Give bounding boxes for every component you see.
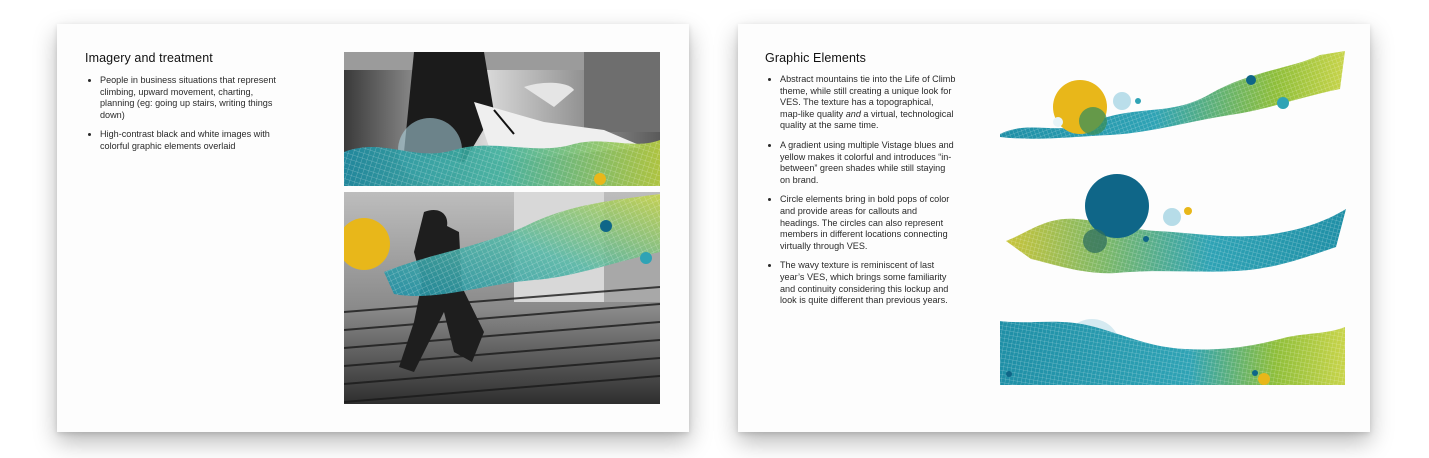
left-bullet-list [86,75,290,161]
right-bullet-4: • The wavy texture is reminiscent of last year’s VES, which brings some familiarity and continuity considering this lockup and look is quite different than previous years. [780,260,956,306]
left-bullet-2: • High-contrast black and white images with colorful graphic elements overlaid [100,129,290,152]
mesh-mountain-graphic-3 [1000,317,1345,387]
right-bullet-list [766,74,956,315]
left-bullet-1: • People in business situations that represent climbing, upward movement, charting, planning (eg: going up stairs, writing things down) [100,75,290,121]
right-bullet-2: • A gradient using multiple Vistage blues and yellow makes it colorful and introduces “in-between” green shades while still staying on brand. [780,140,956,186]
photo-business-writing [344,52,660,186]
photo-man-climbing-stairs [344,192,660,404]
right-bullet-3: • Circle elements bring in bold pops of color and provide areas for callouts and headings. The circles can also represent members in different locations connecting virtually through VES. [780,194,956,252]
right-page [738,24,1370,432]
left-page-heading: Imagery and treatment [85,51,213,65]
mesh-mountain-graphic-2 [1006,169,1346,299]
right-bullet-1-text-a: Abstract mountains tie into the Life of Climb theme, while still creating a unique look for VES. The texture has a topographical, map-like quality [780,74,956,119]
right-bullet-1-text-b: a virtual, technological quality at the same time. [780,108,954,131]
right-bullet-1 [780,74,956,132]
right-page-heading: Graphic Elements [765,51,866,65]
left-page [57,24,689,432]
mesh-mountain-graphic-1 [1000,49,1345,149]
right-bullet-1-emphasis: and [845,108,861,119]
